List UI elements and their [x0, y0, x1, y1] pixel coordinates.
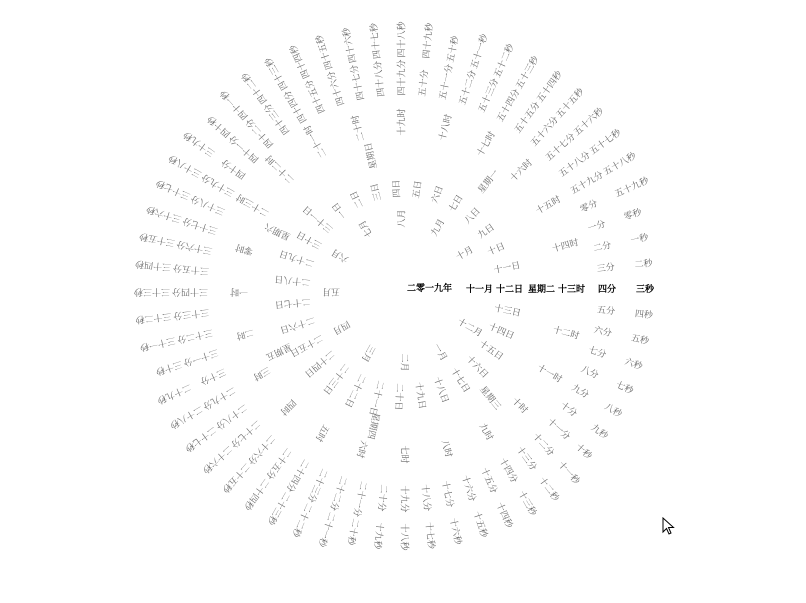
hour-label: 八时: [438, 438, 454, 459]
second-label: 十五秒: [470, 510, 489, 540]
day-label: 七日: [447, 193, 466, 214]
minute-label: 三十一分: [181, 346, 220, 368]
month-label: 一月: [430, 342, 449, 363]
day-label: 四日: [391, 179, 403, 198]
day-label: 十九日: [412, 381, 427, 410]
hour-label: 十一时: [534, 363, 564, 386]
minute-label: 二十七分: [228, 417, 262, 450]
minute-label: 四十九分: [397, 59, 408, 96]
second-label: 十七秒: [422, 521, 436, 550]
second-label: 六秒: [623, 357, 644, 373]
second-label: 五十秒: [446, 35, 462, 64]
hour-label: 十八时: [437, 113, 455, 142]
hour-label: 五时: [312, 422, 331, 444]
hour-label: 十时: [509, 396, 530, 417]
minute-label: 四十四分: [282, 88, 310, 125]
second-label: 四十九秒: [421, 22, 436, 60]
second-label: 八秒: [602, 402, 624, 420]
second-label: 七秒: [614, 380, 635, 397]
second-label: 三十一秒: [138, 334, 177, 352]
second-label: 十三秒: [515, 489, 538, 518]
minute-label: 四分: [598, 285, 617, 295]
minute-label: 三十三分: [172, 306, 210, 321]
day-label: 九日: [476, 222, 497, 242]
minute-label: 四十五分: [304, 77, 328, 115]
minute-label: 二十分: [375, 483, 389, 512]
second-label: 十四秒: [493, 501, 514, 530]
day-label: 十四日: [486, 322, 516, 342]
second-label: 二十七秒: [182, 423, 218, 454]
day-label: 八日: [463, 206, 483, 227]
minute-label: 三十六分: [175, 238, 214, 256]
minute-label: 四十六分: [326, 69, 348, 107]
minute-label: 四十二分: [244, 115, 276, 150]
hour-label: 九时: [476, 421, 495, 443]
second-label: 二秒: [634, 258, 654, 271]
second-label: 九秒: [588, 423, 610, 442]
second-label: 三十二秒: [134, 310, 172, 325]
second-label: 四秒: [634, 309, 654, 322]
second-label: 二十九秒: [155, 381, 193, 405]
second-label: 五十二秒: [492, 42, 517, 80]
minute-label: 二十三分: [304, 466, 329, 504]
day-label: 十日: [486, 241, 507, 258]
day-label: 十三日: [493, 303, 522, 320]
minute-label: 四十三分: [262, 100, 293, 136]
day-label: 二十一日: [366, 379, 386, 417]
second-label: 三十八秒: [167, 152, 204, 179]
day-label: 二十七日: [274, 295, 312, 310]
day-label: 二日: [349, 188, 367, 210]
hour-label: 零时: [234, 241, 255, 256]
hour-label: 四时: [277, 396, 298, 417]
minute-label: 二十一分: [350, 480, 368, 518]
minute-label: 五十五分: [513, 100, 543, 136]
minute-label: 三分: [596, 262, 616, 275]
hour-label: 一时: [229, 286, 248, 296]
day-label: 五日: [411, 179, 425, 200]
second-label: 四十五秒: [314, 33, 336, 71]
minute-label: 四十一分: [227, 132, 262, 165]
minute-label: 三十八分: [189, 192, 227, 217]
weekday-label: 星期二: [528, 285, 556, 295]
weekday-label: 星期六: [263, 220, 293, 242]
hour-label: 二时: [234, 326, 255, 341]
minute-label: 五十分: [417, 69, 431, 98]
hour-label: 二十二时: [264, 152, 297, 185]
minute-label: 十二分: [530, 431, 556, 459]
hour-label: 二十时: [350, 113, 368, 143]
weekday-label: 星期三: [477, 384, 503, 413]
second-label: 二十六秒: [200, 443, 234, 475]
minute-label: 六分: [592, 325, 613, 340]
minute-label: 十六分: [458, 474, 477, 504]
second-label: 五十一秒: [469, 32, 491, 71]
second-label: 二十二秒: [289, 501, 314, 539]
second-label: 二十一秒: [315, 510, 337, 549]
minute-label: 三十九分: [200, 171, 237, 198]
minute-label: 三十二分: [176, 326, 214, 344]
day-label: 二十五日: [288, 331, 325, 358]
minute-label: 十九分: [398, 485, 409, 513]
minute-label: 五十九分: [569, 170, 606, 197]
month-label: 九月: [429, 217, 448, 239]
day-label: 二十二日: [342, 372, 367, 409]
minute-label: 十八分: [418, 483, 432, 512]
day-label: 三十一日: [301, 203, 336, 235]
day-label: 十七日: [448, 366, 472, 395]
month-label: 五月: [321, 286, 340, 296]
month-label: 二月: [398, 353, 409, 372]
second-label: 四十秒: [206, 113, 233, 139]
minute-label: 五十三分: [477, 77, 502, 115]
day-label: 二十四日: [302, 347, 337, 379]
second-label: 二十四秒: [241, 476, 271, 512]
day-label: 二十六日: [278, 314, 316, 335]
minute-label: 五十六分: [529, 115, 561, 149]
second-label: 五秒: [629, 333, 650, 348]
hour-label: 十三时: [558, 285, 586, 295]
hour-label: 二十三时: [234, 191, 272, 218]
minute-label: 五十一分: [438, 63, 456, 101]
second-label: 五十五秒: [554, 86, 587, 121]
day-label: 一日: [330, 199, 350, 221]
minute-label: 三十分: [198, 365, 228, 386]
second-label: 三十六秒: [145, 203, 183, 224]
day-label: 十二日: [496, 285, 524, 295]
minute-label: 十三分: [513, 445, 538, 473]
day-label: 三日: [369, 181, 385, 202]
second-label: 二十秒: [344, 517, 360, 546]
month-label: 十月: [454, 245, 476, 263]
month-label: 八月: [397, 209, 408, 228]
minute-label: 四十分: [220, 156, 248, 181]
year-label: 二零一九年: [407, 284, 453, 294]
minute-label: 二十五分: [263, 445, 293, 481]
month-label: 三月: [358, 342, 377, 364]
minute-label: 二十二分: [327, 474, 348, 512]
second-label: 十六秒: [447, 517, 463, 546]
day-label: 十六日: [463, 354, 490, 381]
minute-label: 五十四分: [495, 87, 523, 124]
hour-label: 十九时: [397, 108, 408, 136]
second-label: 三秒: [636, 285, 655, 295]
second-label: 零秒: [622, 207, 644, 223]
minute-label: 二十四分: [283, 457, 311, 494]
minute-label: 四十八分: [373, 60, 388, 98]
second-label: 四十六秒: [341, 26, 359, 64]
second-label: 十一秒: [555, 459, 582, 487]
second-label: 十秒: [573, 442, 594, 462]
hour-label: 三时: [250, 364, 272, 382]
day-label: 十五日: [476, 339, 505, 363]
second-label: 四十三秒: [263, 55, 291, 92]
second-label: 二十三秒: [264, 490, 292, 527]
minute-label: 十四分: [496, 456, 519, 486]
minute-label: 二十九分: [200, 384, 237, 411]
hour-label: 十二时: [551, 325, 581, 342]
hour-label: 十七时: [475, 130, 498, 159]
day-label: 十一日: [492, 260, 522, 277]
minute-label: 三十四分: [171, 286, 208, 296]
minute-label: 三十七分: [181, 214, 219, 236]
second-label: 三十三秒: [133, 286, 170, 296]
second-label: 三十四秒: [134, 257, 172, 272]
second-label: 四十八秒: [397, 21, 408, 58]
second-label: 三十五秒: [138, 230, 177, 248]
day-label: 二十日: [392, 383, 404, 411]
second-label: 十二秒: [536, 475, 561, 504]
second-label: 四十四秒: [288, 42, 313, 80]
minute-label: 二十八分: [213, 401, 249, 431]
day-label: 十八日: [431, 375, 450, 405]
weekday-label: 星期一: [476, 168, 502, 196]
day-label: 二十八日: [274, 272, 311, 287]
second-label: 四十一秒: [218, 87, 251, 122]
minute-label: 二十六分: [245, 432, 277, 466]
minute-label: 五十八分: [557, 150, 593, 180]
second-label: 十九秒: [371, 521, 385, 550]
arrow-cursor-icon: [662, 517, 676, 535]
weekday-label: 星期五: [264, 340, 293, 362]
month-label: 四月: [330, 318, 352, 336]
minute-label: 二分: [592, 240, 613, 255]
minute-label: 十一分: [544, 416, 572, 443]
second-label: 五十八秒: [602, 151, 639, 178]
minute-label: 十七分: [439, 480, 455, 509]
minute-label: 九分: [569, 383, 591, 401]
minute-label: 五十二分: [458, 69, 479, 107]
minute-label: 十分: [558, 400, 579, 420]
minute-label: 三十五分: [172, 261, 210, 276]
minute-label: 一分: [586, 219, 607, 235]
minute-label: 零分: [578, 198, 600, 216]
minute-label: 五分: [596, 305, 616, 318]
minute-label: 七分: [587, 345, 608, 361]
hour-label: 十六时: [508, 157, 535, 185]
second-label: 三十九秒: [182, 128, 218, 158]
second-label: 三十秒: [154, 358, 184, 377]
weekday-label: 星期日: [363, 141, 380, 170]
day-label: 三十日: [295, 228, 324, 251]
second-label: 一秒: [629, 232, 650, 247]
second-label: 四十七秒: [369, 22, 384, 60]
second-label: 五十七秒: [588, 127, 624, 158]
day-label: 六日: [430, 184, 446, 205]
second-label: 十八秒: [398, 523, 409, 551]
minute-label: 八分: [579, 364, 600, 382]
second-label: 五十九秒: [613, 176, 651, 200]
second-label: 三十七秒: [155, 176, 192, 201]
weekday-label: 星期四: [364, 411, 381, 440]
month-label: 六月: [330, 246, 351, 264]
month-label: 十一月: [466, 285, 494, 295]
hour-label: 十五时: [534, 194, 563, 217]
second-label: 五十六秒: [572, 106, 606, 138]
hour-label: 六时: [353, 439, 369, 460]
minute-label: 四十七分: [349, 63, 367, 101]
second-label: 五十三秒: [514, 54, 542, 91]
month-label: 七月: [357, 218, 376, 239]
second-label: 五十四秒: [535, 69, 565, 105]
second-label: 四十二秒: [240, 70, 270, 106]
hour-label: 二十一时: [302, 122, 330, 160]
second-label: 二十五秒: [219, 460, 252, 495]
hour-label: 十四时: [551, 238, 580, 255]
day-label: 二十九日: [278, 247, 316, 268]
day-label: 二十三日: [320, 361, 351, 396]
month-label: 十二月: [455, 317, 484, 340]
minute-label: 十五分: [478, 466, 499, 496]
minute-label: 五十七分: [544, 131, 578, 164]
second-label: 二十八秒: [167, 403, 204, 430]
hour-label: 七时: [398, 445, 409, 464]
